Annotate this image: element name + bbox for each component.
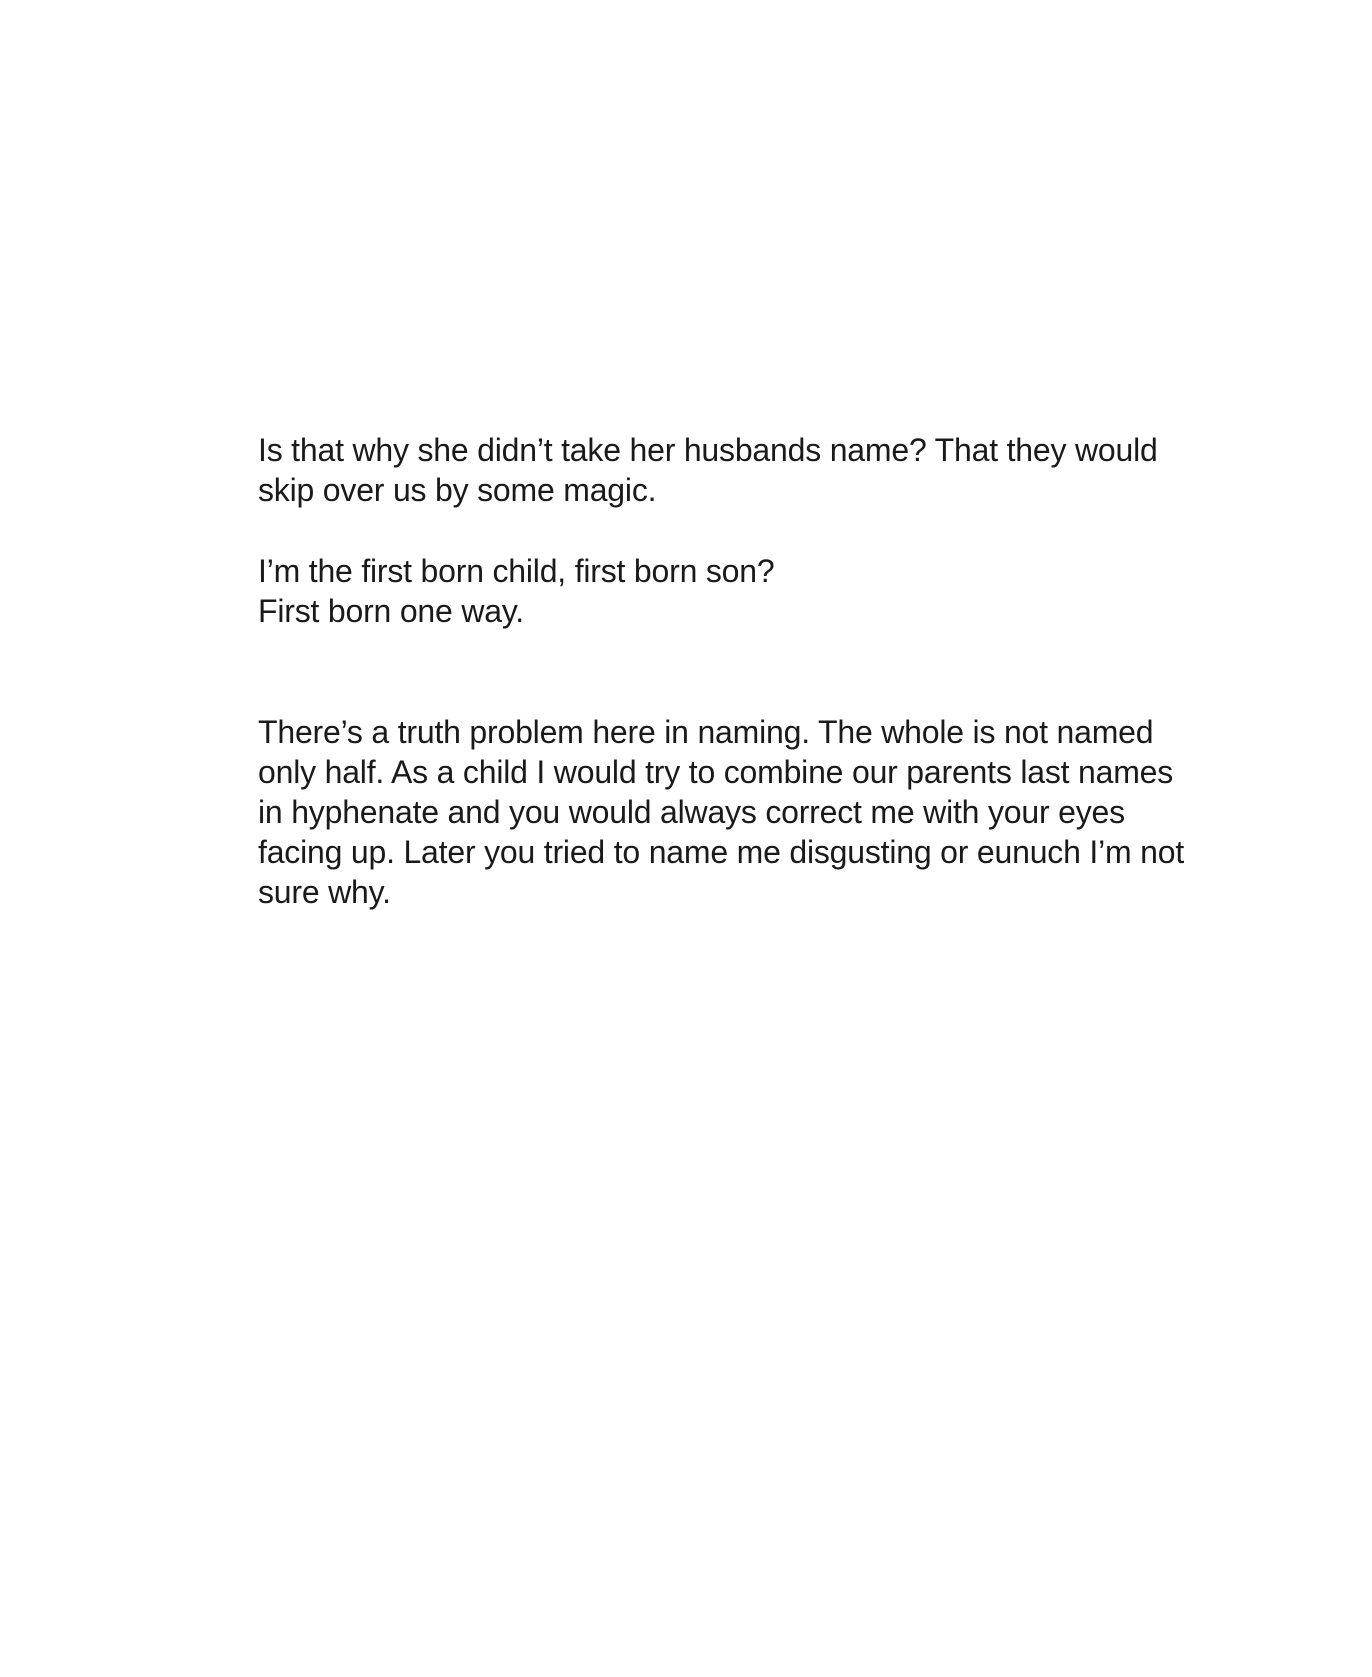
text-line: There’s a truth problem here in naming. The whole is not named [258,714,1154,750]
paragraph-husbands-name [258,430,1218,510]
text-line: only half. As a child I would try to combine our parents last names [258,754,1174,790]
paragraph-first-born [258,551,1218,631]
text-line: in hyphenate and you would always correct me with your eyes [258,794,1125,830]
text-line: sure why. [258,874,391,910]
text-line: skip over us by some magic. [258,472,657,508]
text-line: Is that why she didn’t take her husbands name? That they would [258,432,1158,468]
text-line: First born one way. [258,593,524,629]
text-line: facing up. Later you tried to name me disgusting or eunuch I’m not [258,834,1185,870]
text-line: I’m the first born child, first born son? [258,553,775,589]
paragraph-truth-problem [258,712,1218,912]
